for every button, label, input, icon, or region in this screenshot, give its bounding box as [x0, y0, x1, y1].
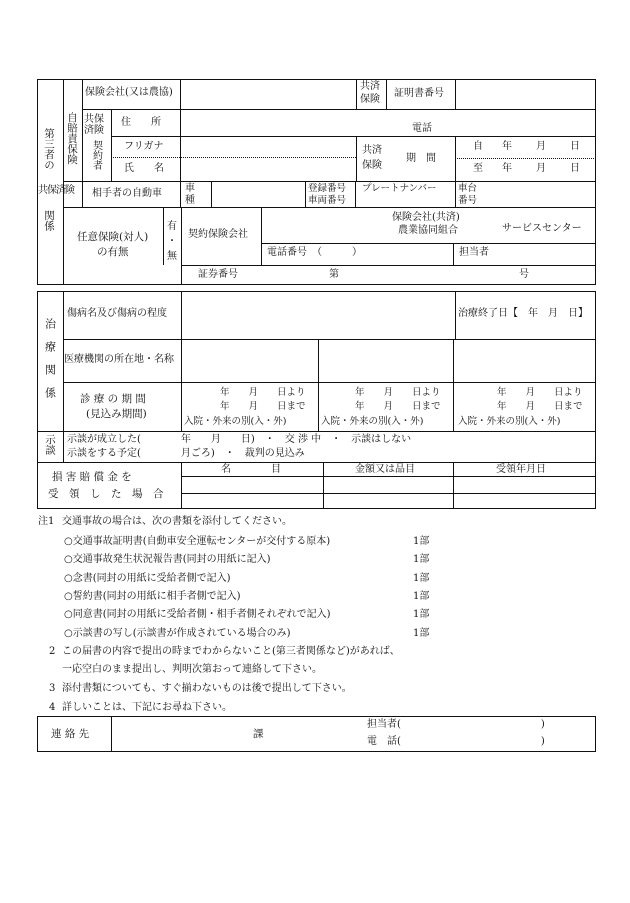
institution-label: 医療機関の所在地・名称: [64, 354, 174, 365]
damages-label-2: 受 領 し た 場 合: [48, 488, 164, 500]
col2-line2: 年 月 日まで: [355, 401, 441, 412]
furigana-label: フリガナ: [124, 141, 164, 152]
chassis-1: 車台: [458, 183, 478, 194]
note-item-4: ○誓約書(同封の用紙に相手者側で記入): [64, 591, 241, 602]
period-label: 期 間: [406, 153, 436, 164]
col2-line3: 入院・外来の別(入・外): [321, 416, 424, 427]
go-label: 号: [519, 269, 529, 280]
note-item-5: ○同意書(同封の用紙に受給者側・相手者側それぞれで記入): [64, 609, 331, 620]
note-item-3-count: 1部: [413, 573, 430, 584]
note-item-6-count: 1部: [413, 628, 430, 639]
treatment-section-label: 治療関係: [43, 318, 57, 410]
note2-line2: 一応空白のまま提出し、判明次第おって連絡して下さい。: [62, 664, 322, 675]
col2-line1: 年 月 日より: [355, 387, 441, 398]
kyosai-period-1: 共済: [362, 145, 382, 156]
service-center-label: サービスセンター: [502, 223, 582, 234]
policy-no-label: 証券番号: [198, 269, 238, 280]
end-date-label: 治療終了日【 年 月 日】: [458, 308, 588, 319]
col3-line1: 年 月 日より: [497, 387, 583, 398]
note-item-5-count: 1部: [413, 609, 430, 620]
note-item-2-count: 1部: [413, 554, 430, 565]
car-type-1: 車: [185, 183, 195, 194]
telephone-label: 電話: [412, 123, 432, 134]
settlement-label: 示談: [44, 434, 57, 455]
from-day: 日: [570, 141, 580, 152]
jibai-label: 自賠責保険: [66, 112, 79, 165]
kyosai-period-2: 保険: [362, 160, 382, 171]
reg-no-1: 登録番号: [308, 183, 347, 194]
contact-section: 課: [253, 728, 264, 740]
keiyakusha-label: 契約者: [90, 140, 102, 170]
no-label: 無: [167, 251, 177, 262]
col3-line3: 入院・外来の別(入・外): [458, 416, 561, 427]
note-item-1-count: 1部: [413, 536, 430, 547]
dot-label: ・: [167, 236, 177, 247]
voluntary-2: の有無: [97, 246, 129, 258]
insurance-company-label: 保険会社(又は農協): [85, 87, 173, 98]
voluntary-1: 任意保険(対人): [77, 231, 149, 243]
to-label: 至: [473, 163, 483, 174]
chassis-2: 番号: [458, 195, 478, 206]
dai-label: 第: [329, 269, 339, 280]
certificate-no-label: 証明書番号: [394, 88, 444, 99]
other-car-label: 相手者の自動車: [92, 188, 162, 199]
third-party-section-label2: 共保済険: [38, 185, 74, 196]
person-in-charge-label: 担当者: [459, 247, 489, 258]
damages-label-1: 損 害 賠 償 金 を: [52, 471, 132, 483]
car-type-2: 種: [185, 195, 195, 206]
yes-label: 有: [167, 221, 177, 232]
to-day: 日: [570, 163, 580, 174]
contract-company-label: 契約保険会社: [188, 229, 248, 240]
note3-head: 3: [49, 683, 56, 694]
disease-label: 傷病名及び傷病の程度: [67, 308, 167, 319]
third-party-section-label: 第三者の: [43, 128, 56, 170]
col3-line2: 年 月 日まで: [497, 401, 583, 412]
third-party-section-label3: 関係: [43, 210, 56, 231]
note2-line1: この届書の内容で提出の時までわからないこと(第三者関係など)があれば、: [62, 646, 400, 657]
note-item-2: ○交通事故発生状況報告書(同封の用紙に記入): [64, 554, 271, 565]
contact-person: 担当者( ): [367, 719, 545, 730]
name-label: 氏 名: [124, 163, 164, 174]
note-item-3: ○念書(同封の用紙に受給者側で記入): [64, 573, 231, 584]
note2-head: 2: [49, 646, 56, 657]
kyosai-hoken-2: 保険: [360, 94, 380, 105]
col1-line1: 年 月 日より: [220, 387, 306, 398]
damages-col-date: 受領年月日: [496, 464, 546, 475]
from-year: 年: [502, 141, 512, 152]
col1-line3: 入院・外来の別(入・外): [184, 416, 287, 427]
col1-line2: 年 月 日まで: [220, 401, 306, 412]
note1-head: 注1: [38, 516, 55, 527]
nokyo-label: 農業協同組合: [398, 225, 458, 236]
note1-text: 交通事故の場合は、次の書類を添付してください。: [62, 516, 292, 527]
contact-phone: 電 話( ): [367, 736, 545, 747]
kyosai-label: 共保済険: [84, 114, 104, 136]
note-item-1: ○交通事故証明書(自動車安全運転センターが交付する原本): [64, 536, 331, 547]
phone-no-label: 電話番号 （ ）: [267, 247, 362, 258]
settlement-line1: 示談が成立した( 年 月 日) ・ 交 渉 中 ・ 示談はしない: [67, 434, 412, 445]
note-item-6: ○示談書の写し(示談書が作成されている場合のみ): [64, 628, 291, 639]
period-label-2: (見込み期間): [86, 408, 147, 420]
note4-head: 4: [49, 702, 56, 713]
from-label: 自: [473, 141, 483, 152]
note4-text: 詳しいことは、下記にお尋ね下さい。: [62, 702, 232, 713]
note3-text: 添付書類についても、すぐ揃わないものは後で提出して下さい。: [62, 683, 352, 694]
company-kyosai-label: 保険会社(共済): [392, 212, 460, 223]
contact-label: 連 絡 先: [51, 728, 90, 740]
period-label-1: 診 療 の 期 間: [80, 393, 146, 405]
address-label: 住 所: [121, 117, 161, 128]
plate-number-label: プレートナンバー: [362, 183, 437, 194]
damages-col-name: 名 目: [221, 464, 281, 475]
note-item-4-count: 1部: [413, 591, 430, 602]
to-year: 年: [502, 163, 512, 174]
reg-no-2: 車両番号: [308, 195, 347, 206]
to-month: 月: [536, 163, 546, 174]
from-month: 月: [536, 141, 546, 152]
settlement-line2: 示談をする予定( 月ごろ) ・ 裁判の見込み: [67, 448, 305, 459]
damages-col-amount: 金額又は品目: [355, 464, 415, 475]
kyosai-hoken-1: 共済: [360, 81, 380, 92]
